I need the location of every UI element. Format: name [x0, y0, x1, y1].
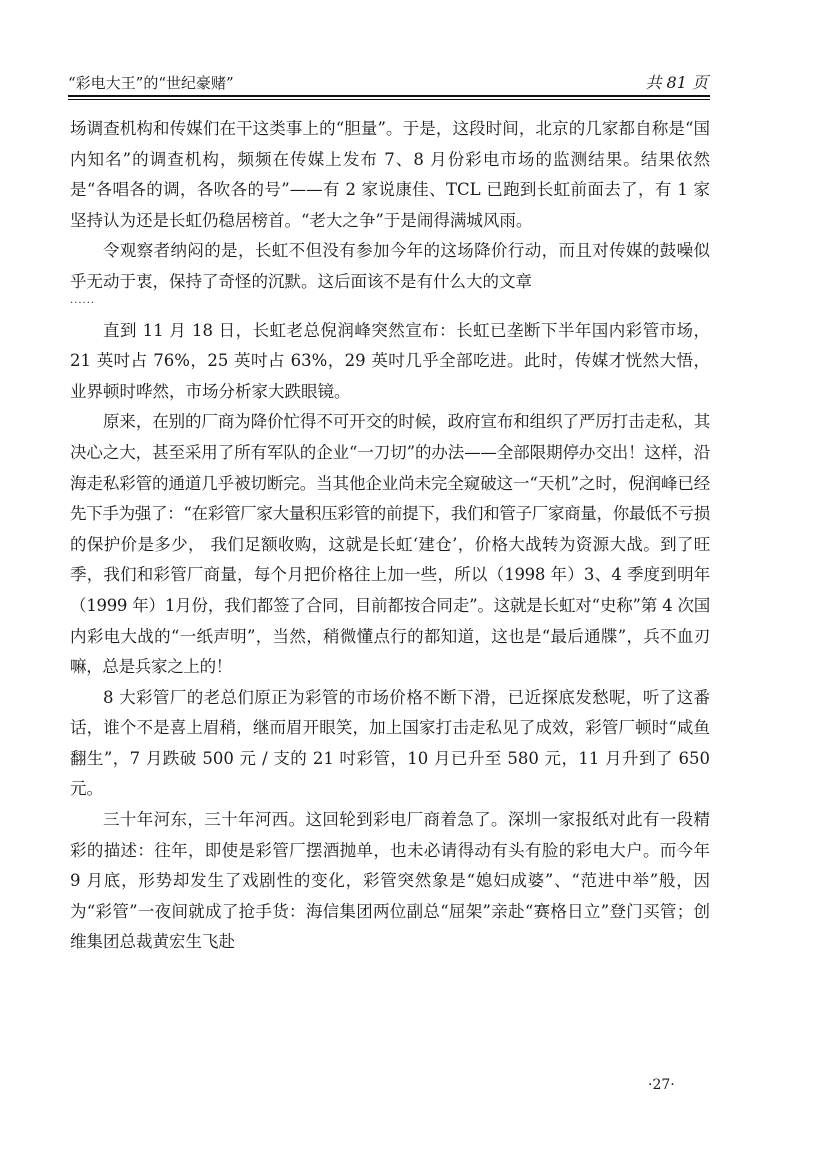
body-text — [70, 114, 710, 958]
paragraph-5: 8 大彩管厂的老总们原正为彩管的市场价格不断下滑，已近探底发愁呢，听了这番话，谁个不是喜上眉稍，继而眉开眼笑，加上国家打击走私见了成效，彩管厂顿时“咸鱼翻生”，7 月跌破 500 元 / 支的 21 吋彩管，10 月已升至 580 元，11 月升到了 650 元。 — [70, 687, 710, 799]
paragraph-3: 直到 11 月 18 日，长虹老总倪润峰突然宣布：长虹已垄断下半年国内彩管市场，21 英吋占 76%，25 英吋占 63%，29 英吋几乎全部吃进。此时，传媒才恍然大悟，业界顿时哗然，市场分析家大跌眼镜。 — [70, 320, 710, 401]
header-rule-thick — [68, 95, 710, 97]
paragraph-4: 原来，在别的厂商为降价忙得不可开交的时候，政府宣布和组织了严厉打击走私，其决心之大，甚至采用了所有军队的企业“一刀切”的办法——全部限期停办交出！这样，沿海走私彩管的通道几乎被切断完。当其他企业尚未完全窥破这一“天机”之时，倪润峰已经先下手为强了：“在彩管厂家大量积压彩管的前提下，我们和管子厂家商量，你最低不亏损的保护价是多少， 我们足额收购，这就是长虹‘建仓’，价格大战转为资源大战。到了旺季，我们和彩管厂商量，每个月把价格往上加一些，所以（1998 年）3、4 季度到明年（1999 年）1月份，我们都签了合同，目前都按合同走”。这就是长虹对“史称”第 4 次国内彩电大战的“一纸声明”，当然，稍微懂点行的都知道，这也是“最后通牒”，兵不血刃嘛，总是兵家之上的！ — [70, 412, 710, 677]
paragraph-6: 三十年河东，三十年河西。这回轮到彩电厂商着急了。深圳一家报纸对此有一段精彩的描述：往年，即使是彩管厂摆酒抛单，也未必请得动有头有脸的彩电大户。而今年 9 月底，形势却发生了戏剧性的变化，彩管突然象是“媳妇成婆”、“范进中举”般，因为“彩管”一夜间就成了抢手货：海信集团两位副总“屈架”亲赴“赛格日立”登门买管；创维集团总裁黄宏生飞赴 — [70, 810, 710, 952]
header-page-total: 共 81 页 — [645, 73, 708, 92]
running-header — [68, 70, 710, 96]
paragraph-1: 场调查机构和传媒们在干这类事上的“胆量”。于是，这段时间，北京的几家都自称是“国内知名”的调查机构，频频在传媒上发布 7、8 月份彩电市场的监测结果。结果依然是“各唱各的调，各吹各的号”——有 2 家说康佳、TCL 已跑到长虹前面去了，有 1 家坚持认为还是长虹仍稳居榜首。“老大之争”于是闹得满城风雨。 — [70, 119, 710, 230]
header-rule-thin — [68, 99, 710, 100]
page-number: ·27· — [648, 1077, 675, 1093]
paragraph-2: 令观察者纳闷的是，长虹不但没有参加今年的这场降价行动，而且对传媒的鼓噪似乎无动于衷，保持了奇怪的沉默。这后面该不是有什么大的文章 — [70, 241, 710, 291]
ellipsis: ...... — [70, 294, 96, 306]
header-title: “彩电大王”的“世纪豪赌” — [68, 74, 234, 92]
